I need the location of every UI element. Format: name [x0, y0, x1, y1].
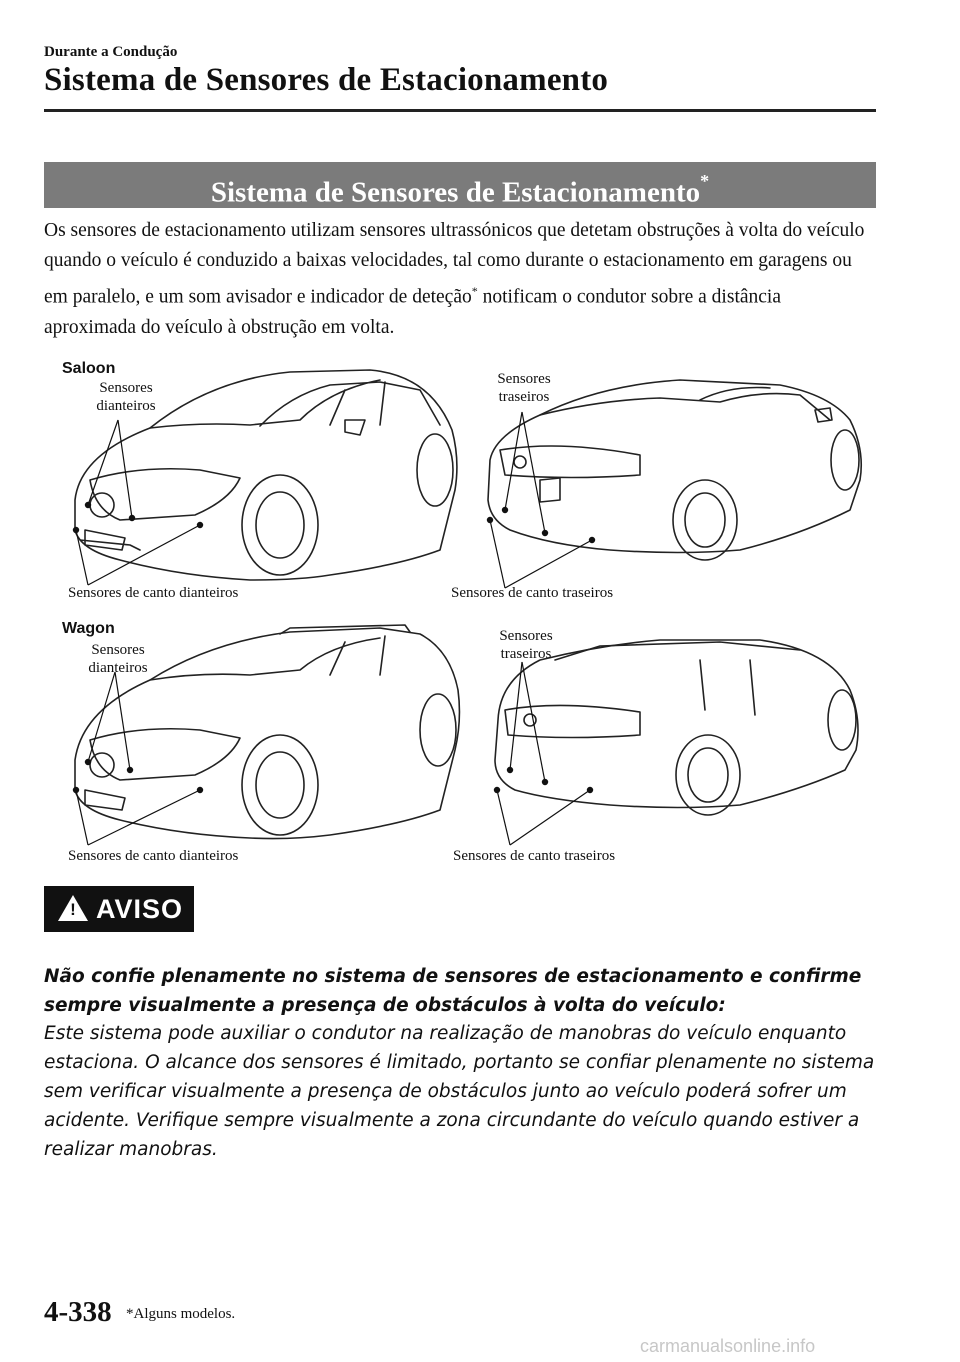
wagon-rear-car-illustration — [495, 640, 858, 815]
footnote: *Alguns modelos. — [126, 1306, 236, 1322]
wagon-model-label: Wagon — [62, 620, 115, 637]
page-title: Sistema de Sensores de Estacionamento — [44, 62, 609, 98]
saloon-front-corner-label: Sensores de canto dianteiros — [68, 585, 239, 601]
watermark: carmanualsonline.info — [640, 1336, 816, 1356]
warning-heading: Não confie plenamente no sistema de sensores de estacionamento e confirme sempre visualmente a presença de obstáculos à volta do veículo: — [44, 966, 862, 1016]
saloon-rear-sensors-label-1: Sensores — [497, 371, 551, 387]
wagon-front-sensors-label-2: dianteiros — [88, 660, 148, 676]
wagon-rear-sensors-label-1: Sensores — [499, 628, 553, 644]
section-label: Durante a Condução — [44, 44, 178, 60]
title-divider — [44, 109, 876, 112]
page-number: 4-338 — [44, 1296, 112, 1328]
saloon-front-sensors-label-1: Sensores — [99, 380, 153, 396]
exclamation-icon: ! — [70, 900, 76, 919]
saloon-rear-corner-label: Sensores de canto traseiros — [451, 585, 614, 601]
saloon-front-sensors-label-2: dianteiros — [96, 398, 156, 414]
warning-badge — [44, 886, 194, 932]
saloon-rear-sensors-label-2: traseiros — [498, 389, 550, 405]
banner-asterisk: * — [700, 171, 710, 191]
intro-text-2: notificam o condutor sobre a distância aproximada do veículo à obstrução em volta. — [44, 286, 781, 338]
saloon-model-label: Saloon — [62, 360, 116, 377]
banner-title: Sistema de Sensores de Estacionamento — [210, 176, 701, 209]
warning-body: Este sistema pode auxiliar o condutor na realização de manobras do veículo enquanto estaciona. O alcance dos sensores é limitado, portanto se confiar plenamente no sistema sem verificar visualmente a presença de obstáculos junto ao veículo poderá sofrer um acidente. Verifique sempre visualmente a zona circundante do veículo quando estiver a realizar manobras. — [44, 1023, 875, 1160]
warning-label: AVISO — [96, 894, 184, 924]
wagon-rear-corner-label: Sensores de canto traseiros — [453, 848, 616, 864]
intro-paragraph — [44, 216, 876, 343]
wagon-front-sensors-label-1: Sensores — [91, 642, 145, 658]
intro-asterisk: * — [471, 284, 478, 298]
sensor-location-figure — [0, 350, 960, 870]
wagon-front-corner-label: Sensores de canto dianteiros — [68, 848, 239, 864]
wagon-rear-sensors-label-2: traseiros — [500, 646, 552, 662]
section-banner — [44, 162, 876, 208]
intro-text-1: Os sensores de estacionamento utilizam sensores ultrassónicos que detetam obstruções à volta do veículo quando o veículo é conduzido a baixas velocidades, tal como durante o estacionamento em garagens ou em paralelo, e um som avisador e indicador de deteção — [44, 220, 865, 308]
